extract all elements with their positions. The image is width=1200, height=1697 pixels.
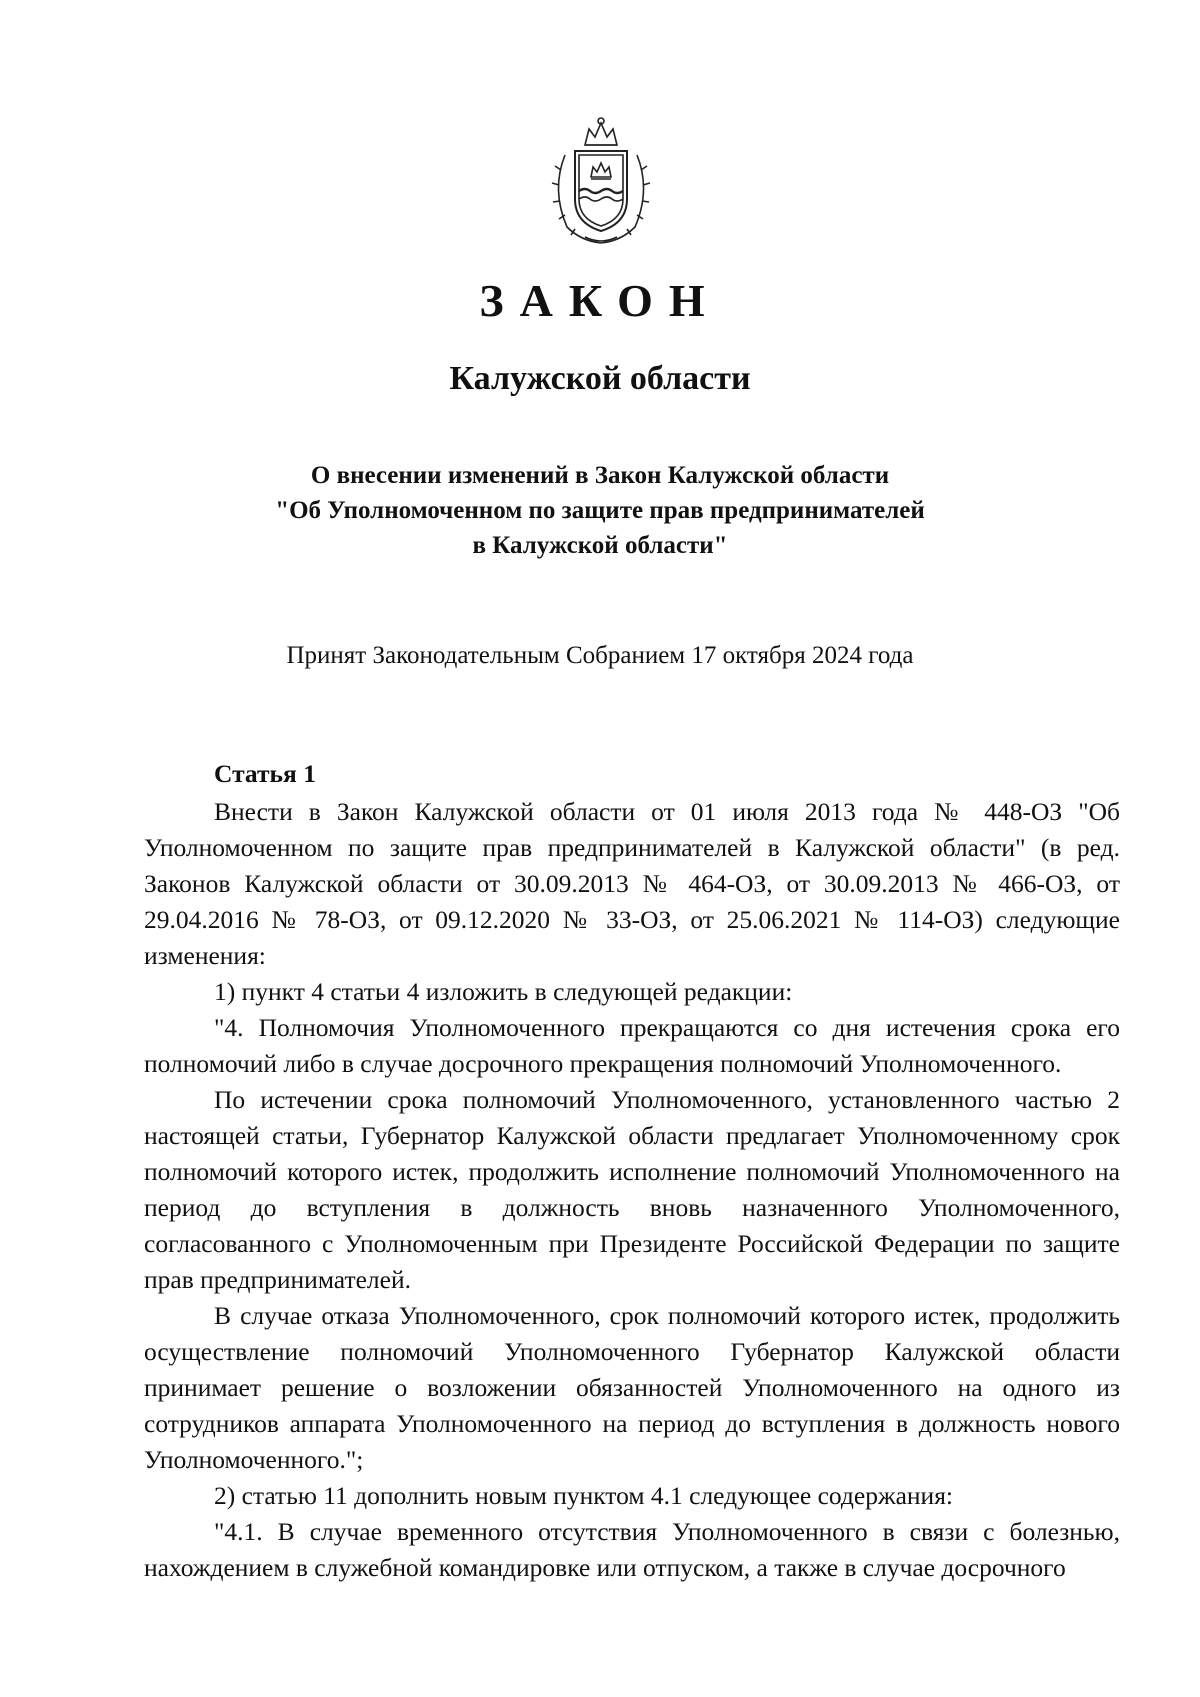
paragraph: 2) статью 11 дополнить новым пунктом 4.1 следующее содержания:: [214, 1481, 954, 1510]
document-title: ЗАКОН: [479, 275, 721, 326]
paragraph: Внести в Закон Калужской области от 01 июля 2013 года № 448-ОЗ "Об Уполномоченном по защите прав предпринимателей в Калужской области" (в ред. Законов Калужской области от 30.09.2013 № 464-ОЗ, от 30.09.2013 № 466-ОЗ, от 29.04.2016 № 78-ОЗ, от 09.12.2020 № 33-ОЗ, от 25.06.2021 № 114-ОЗ) следующие изменения:: [144, 797, 1120, 970]
paragraph: По истечении срока полномочий Уполномоченного, установленного частью 2 настоящей статьи, Губернатор Калужской области предлагает Уполномоченному срок полномочий которого истек, продолжить исполнение полномочий Уполномоченного на период до вступления в должность вновь назначенного Уполномоченного, согласованного с Уполномоченным при Президенте Российской Федерации по защите прав предпринимателей.: [144, 1085, 1120, 1294]
paragraph: "4.1. В случае временного отсутствия Уполномоченного в связи с болезнью, нахождением в служебной командировке или отпуском, а также в случае досрочного: [144, 1517, 1120, 1582]
paragraph: 1) пункт 4 статьи 4 изложить в следующей редакции:: [214, 977, 793, 1006]
law-heading-line: в Калужской области": [472, 532, 728, 559]
paragraph: В случае отказа Уполномоченного, срок полномочий которого истек, продолжить осуществление полномочий Уполномоченного Губернатор Калужской области принимает решение о возложении обязанностей Уполномоченного на одного из сотрудников аппарата Уполномоченного на период до вступления в должность нового Уполномоченного.";: [144, 1301, 1120, 1474]
document-subtitle: Калужской области: [449, 360, 751, 397]
law-heading-line: "Об Уполномоченном по защите прав предпринимателей: [275, 497, 925, 524]
kaluga-coat-of-arms-icon: [545, 115, 657, 250]
adoption-note: Принят Законодательным Собранием 17 октября 2024 года: [286, 642, 914, 669]
law-heading: [0, 458, 1200, 563]
law-heading-line: О внесении изменений в Закон Калужской области: [310, 462, 890, 489]
document-body: [144, 756, 1120, 1586]
paragraph: "4. Полномочия Уполномоченного прекращаются со дня истечения срока его полномочий либо в случае досрочного прекращения полномочий Уполномоченного.: [144, 1013, 1120, 1078]
article-title: Статья 1: [214, 759, 316, 788]
